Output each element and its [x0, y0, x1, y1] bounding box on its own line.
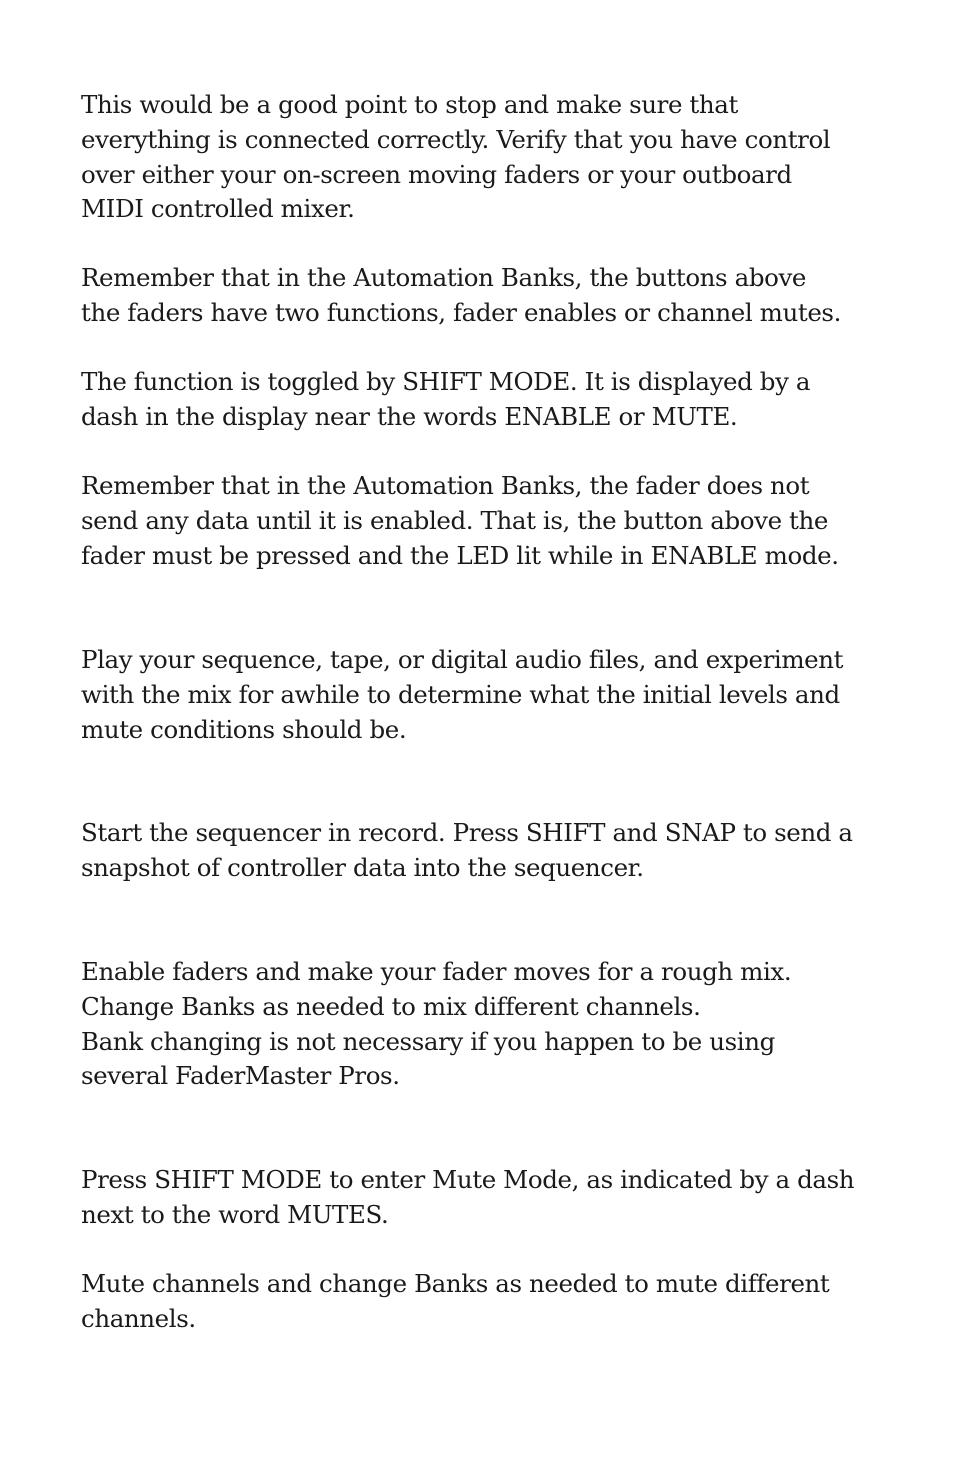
- paragraph-mute-channels: [81, 1267, 881, 1337]
- paragraph-play-sequence: [81, 643, 881, 747]
- text-line: over either your on-screen moving faders or your outboard: [81, 159, 792, 189]
- text-line: This would be a good point to stop and make sure that: [81, 90, 738, 119]
- paragraph-start-record: [81, 816, 881, 886]
- text-line: the faders have two functions, fader enables or channel mutes.: [81, 297, 841, 327]
- text-line: Enable faders and make your fader moves for a rough mix.: [81, 957, 792, 986]
- text-line: mute conditions should be.: [81, 714, 407, 744]
- paragraph-enable-faders: [81, 955, 881, 1094]
- text-line: Bank changing is not necessary if you happen to be using: [81, 1026, 775, 1056]
- text-line: send any data until it is enabled. That is, the button above the: [81, 505, 828, 535]
- text-line: channels.: [81, 1303, 196, 1333]
- paragraph-button-functions: [81, 261, 881, 331]
- text-line: next to the word MUTES.: [81, 1199, 389, 1229]
- text-line: fader must be pressed and the LED lit while in ENABLE mode.: [81, 540, 839, 570]
- text-line: Play your sequence, tape, or digital audio files, and experiment: [81, 645, 844, 674]
- text-line: Remember that in the Automation Banks, the fader does not: [81, 471, 810, 500]
- text-line: dash in the display near the words ENABLE or MUTE.: [81, 401, 738, 431]
- text-line: snapshot of controller data into the sequencer.: [81, 852, 644, 882]
- paragraph-shift-mode-toggle: [81, 365, 881, 435]
- text-line: Press SHIFT MODE to enter Mute Mode, as indicated by a dash: [81, 1165, 855, 1194]
- text-line: everything is connected correctly. Verify that you have control: [81, 124, 831, 154]
- paragraph-fader-enable: [81, 469, 881, 573]
- text-line: with the mix for awhile to determine what the initial levels and: [81, 679, 840, 709]
- paragraph-verify-connections: [81, 88, 881, 227]
- text-line: Start the sequencer in record. Press SHIFT and SNAP to send a: [81, 818, 853, 847]
- text-line: The function is toggled by SHIFT MODE. It is displayed by a: [81, 367, 811, 396]
- text-line: Remember that in the Automation Banks, the buttons above: [81, 263, 806, 292]
- text-line: Change Banks as needed to mix different channels.: [81, 991, 701, 1021]
- paragraph-mute-mode: [81, 1163, 881, 1233]
- text-line: Mute channels and change Banks as needed to mute different: [81, 1269, 830, 1298]
- text-line: MIDI controlled mixer.: [81, 194, 355, 224]
- text-line: several FaderMaster Pros.: [81, 1061, 400, 1091]
